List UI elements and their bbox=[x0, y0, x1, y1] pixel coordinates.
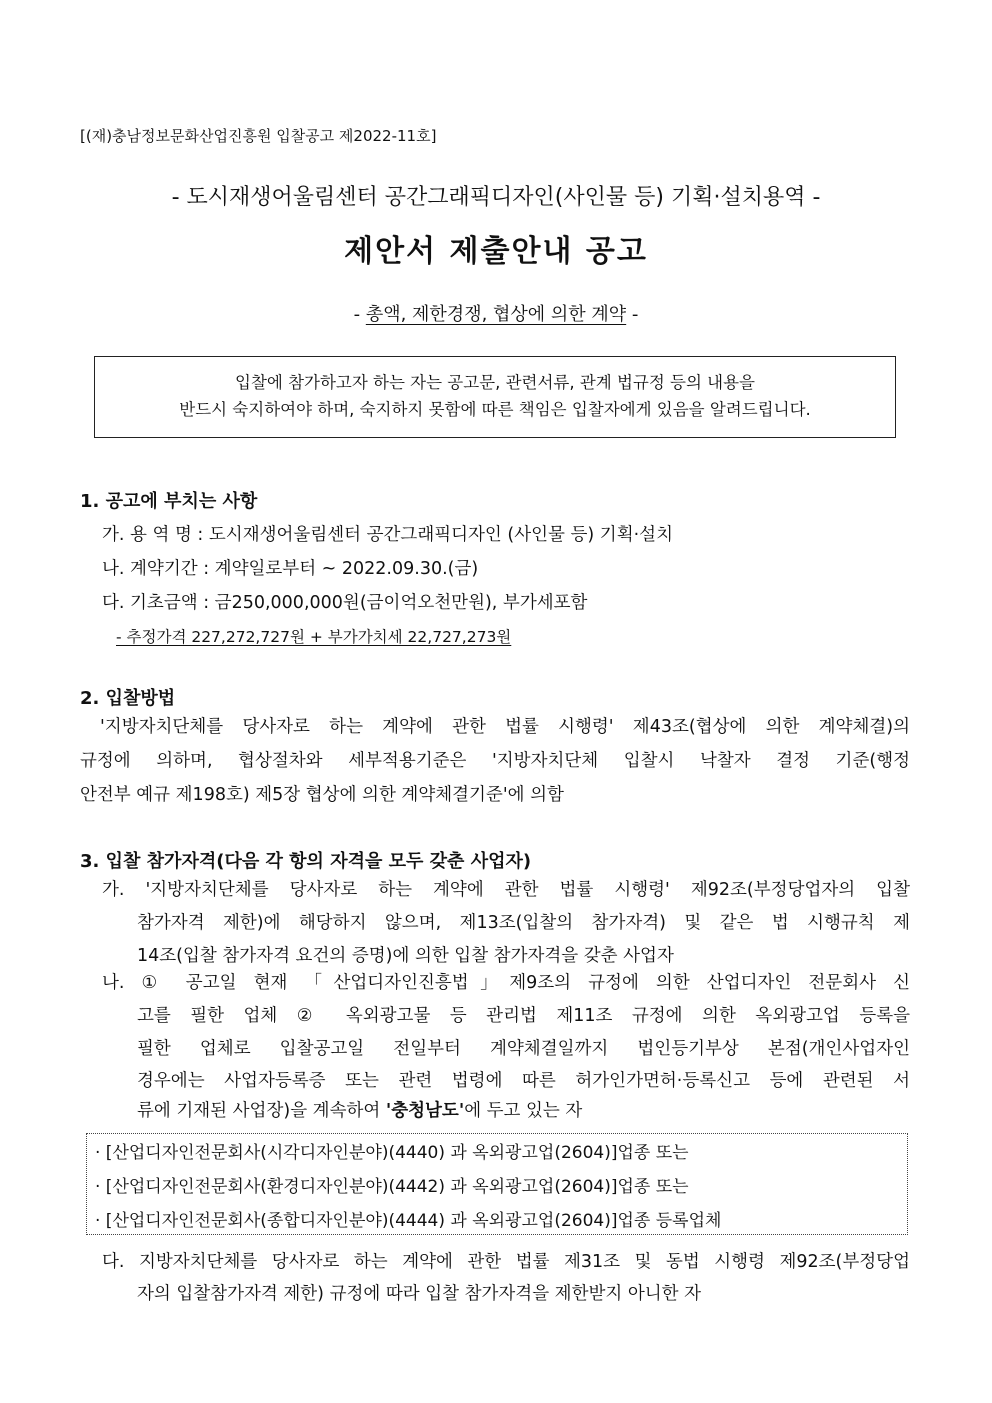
business-type-row: · [산업디자인전문회사(환경디자인분야)(4442) 과 옥외광고업(2604)]업종 또는 bbox=[95, 1177, 689, 1197]
na-line-5-post: 에 두고 있는 자 bbox=[464, 1101, 583, 1121]
section-3-na-line-4: 경우에는 사업자등록증 또는 관련 법령에 따른 허가인가면허·등록신고 등에 관련된 서 bbox=[137, 1071, 910, 1091]
section-3-na-line-1: 나. ① 공고일 현재 「산업디자인진흥법」제9조의 규정에 의한 산업디자인 전문회사 신 bbox=[102, 973, 910, 993]
business-type-row: · [산업디자인전문회사(시각디자인분야)(4440) 과 옥외광고업(2604)]업종 또는 bbox=[95, 1143, 689, 1163]
section-2-line-1: '지방자치단체를 당사자로 하는 계약에 관한 법률 시행령' 제43조(협상에 의한 계약체결)의 bbox=[100, 717, 910, 737]
contract-type-line bbox=[0, 300, 992, 326]
notice-line-2: 반드시 숙지하여야 하며, 숙지하지 못함에 따른 책임은 입찰자에게 있음을 알려드립니다. bbox=[179, 400, 811, 419]
business-type-row: · [산업디자인전문회사(종합디자인분야)(4444) 과 옥외광고업(2604)]업종 등록업체 bbox=[95, 1211, 722, 1231]
estimated-price-note: - 추정가격 227,272,727원 + 부가가치세 22,727,273원 bbox=[116, 628, 512, 646]
section-3-da-line-2: 자의 입찰참가자격 제한) 규정에 따라 입찰 참가자격을 제한받지 아니한 자 bbox=[137, 1284, 702, 1304]
notice-line-1: 입찰에 참가하고자 하는 자는 공고문, 관련서류, 관계 법규정 등의 내용을 bbox=[235, 373, 755, 392]
contract-suffix: - bbox=[626, 304, 639, 325]
section-3-na-line-3: 필한 업체로 입찰공고일 전일부터 계약체결일까지 법인등기부상 본점(개인사업자인 bbox=[137, 1039, 910, 1059]
section-1-item-ga: 가. 용 역 명 : 도시재생어울림센터 공간그래픽디자인 (사인물 등) 기획·설치 bbox=[102, 525, 673, 545]
section-2-line-3: 안전부 예규 제198호) 제5장 협상에 의한 계약체결기준'에 의함 bbox=[80, 785, 564, 805]
section-1-item-na: 나. 계약기간 : 계약일로부터 ~ 2022.09.30.(금) bbox=[102, 559, 479, 579]
section-3-ga-line-2: 참가자격 제한)에 해당하지 않으며, 제13조(입찰의 참가자격) 및 같은 법 시행규칙 제 bbox=[137, 913, 910, 933]
section-3-na-line-2: 고를 필한 업체 ② 옥외광고물 등 관리법 제11조 규정에 의한 옥외광고업 등록을 bbox=[137, 1006, 910, 1026]
region-chungnam: '충청남도' bbox=[385, 1101, 465, 1121]
contract-prefix: - bbox=[353, 304, 366, 325]
eligible-business-types-box bbox=[86, 1133, 908, 1235]
contract-type: 총액, 제한경쟁, 협상에 의한 계약 bbox=[365, 304, 627, 325]
document-title: 제안서 제출안내 공고 bbox=[344, 234, 648, 269]
section-1-item-da: 다. 기초금액 : 금250,000,000원(금이억오천만원), 부가세포함 bbox=[102, 593, 588, 613]
section-3-da-line-1: 다. 지방자치단체를 당사자로 하는 계약에 관한 법률 제31조 및 동법 시행령 제92조(부정당업 bbox=[102, 1252, 910, 1272]
section-3-heading: 3. 입찰 참가자격(다음 각 항의 자격을 모두 갖춘 사업자) bbox=[80, 851, 532, 872]
section-1-heading: 1. 공고에 부치는 사항 bbox=[80, 491, 258, 512]
section-2-line-2: 규정에 의하며, 협상절차와 세부적용기준은 '지방자치단체 입찰시 낙찰자 결정 기준(행정 bbox=[80, 751, 910, 771]
section-3-ga-line-3: 14조(입찰 참가자격 요건의 증명)에 의한 입찰 참가자격을 갖춘 사업자 bbox=[137, 946, 674, 966]
section-2-heading: 2. 입찰방법 bbox=[80, 688, 176, 709]
notice-reference-number: [(재)충남정보문화산업진흥원 입찰공고 제2022-11호] bbox=[80, 127, 437, 145]
na-line-5-pre: 류에 기재된 사업장)을 계속하여 bbox=[137, 1101, 386, 1121]
section-3-na-line-5 bbox=[137, 1094, 582, 1128]
notice-box bbox=[94, 356, 896, 438]
project-subtitle: - 도시재생어울림센터 공간그래픽디자인(사인물 등) 기획·설치용역 - bbox=[171, 185, 821, 210]
section-3-ga-line-1: 가. '지방자치단체를 당사자로 하는 계약에 관한 법률 시행령' 제92조(부정당업자의 입찰 bbox=[102, 880, 910, 900]
